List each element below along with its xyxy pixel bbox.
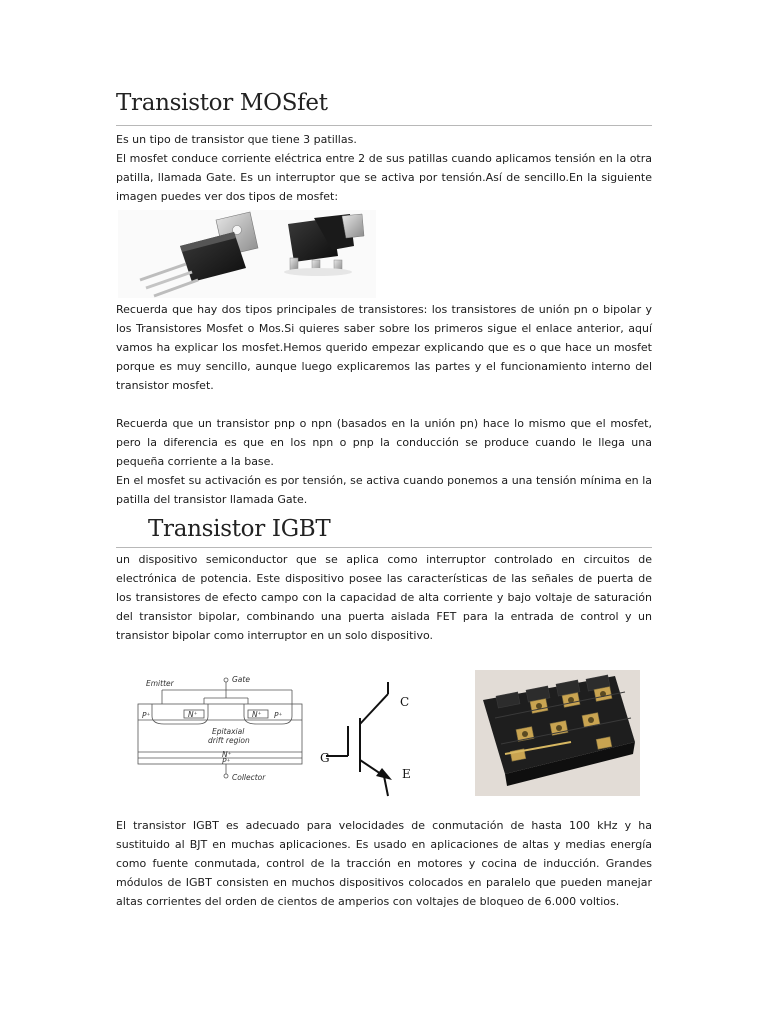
igbt-p2: El transistor IGBT es adecuado para velocidades de conmutación de hasta 100 kHz y ha sustituido al BJT en muchas aplicaciones. Es usado en aplicaciones de altas y medias energía como fuente conmutada, control de la tracción en motores y cocina de inducción. Grandes módulos de IGBT consisten en muchos dispositivos colocados en paralelo que pueden manejar altas corrientes del orden de cientos de amperios con voltajes de bloqueo de 6.000 voltios. <box>116 819 652 909</box>
symbol-g-label: G <box>320 751 330 765</box>
diagram-drift: drift region <box>208 736 250 745</box>
diagram-n-right: N⁺ <box>252 710 262 719</box>
diagram-gate-label: Gate <box>232 675 250 684</box>
diagram-epitaxial: Epitaxial <box>212 727 245 736</box>
igbt-symbol <box>316 680 416 800</box>
mosfet-intro-line-2: El mosfet conduce corriente eléctrica entre 2 de sus patillas cuando aplicamos tensión en la otra patilla, llamada Gate. Es un interruptor que se activa por tensión.Así de sencillo.En la siguiente imagen puedes ver dos tipos de mosfet: <box>116 152 652 204</box>
mosfet-title: Transistor MOSfet <box>116 90 328 116</box>
igbt-module-photo <box>475 670 640 796</box>
mosfet-title-rule <box>116 125 652 126</box>
igbt-p1: un dispositivo semiconductor que se aplica como interruptor controlado en circuitos de electrónica de potencia. Este dispositivo posee las características de las señales de puerta de los transistores de efecto campo con la capacidad de alta corriente y bajo voltaje de saturación del transistor bipolar, combinando una puerta aislada FET para la entrada de control y un transistor bipolar como interruptor en un solo dispositivo. <box>116 553 652 643</box>
symbol-c-label: C <box>400 695 410 709</box>
mosfet-p3-line-1: Recuerda que un transistor pnp o npn (basados en la unión pn) hace lo mismo que el mosfet, pero la diferencia es que en los npn o pnp la conducción se produce cuando le llega una pequeña corriente a la base. <box>116 417 652 469</box>
diagram-p-left: P⁺ <box>142 711 151 720</box>
mosfet-intro <box>116 130 652 206</box>
mosfet-packages-photo <box>118 210 376 298</box>
igbt-title: Transistor IGBT <box>148 516 331 542</box>
symbol-e-label: E <box>402 767 411 781</box>
diagram-p-bottom: P⁺ <box>222 757 231 766</box>
igbt-cross-section-diagram <box>132 672 312 786</box>
diagram-n-left: N⁺ <box>188 710 198 719</box>
mosfet-p2: Recuerda que hay dos tipos principales de transistores: los transistores de unión pn o bipolar y los Transistores Mosfet o Mos.Si quieres saber sobre los primeros sigue el enlace anterior, aquí vamos ha explicar los mosfet.Hemos querido empezar explicando que es o que hace un mosfet porque es muy sencillo, aunque luego explicaremos las partes y el funcionamiento interno del transistor mosfet. <box>116 303 652 393</box>
diagram-collector-label: Collector <box>232 773 266 782</box>
mosfet-p3 <box>116 414 652 509</box>
mosfet-p3-line-2: En el mosfet su activación es por tensión, se activa cuando ponemos a una tensión mínima en la patilla del transistor llamada Gate. <box>116 474 652 507</box>
igbt-title-rule <box>116 547 652 548</box>
diagram-emitter-label: Emitter <box>146 679 174 688</box>
diagram-n-mid: N⁺ <box>222 750 232 759</box>
mosfet-intro-line-1: Es un tipo de transistor que tiene 3 patillas. <box>116 133 357 146</box>
diagram-p-right: P⁺ <box>274 711 283 720</box>
